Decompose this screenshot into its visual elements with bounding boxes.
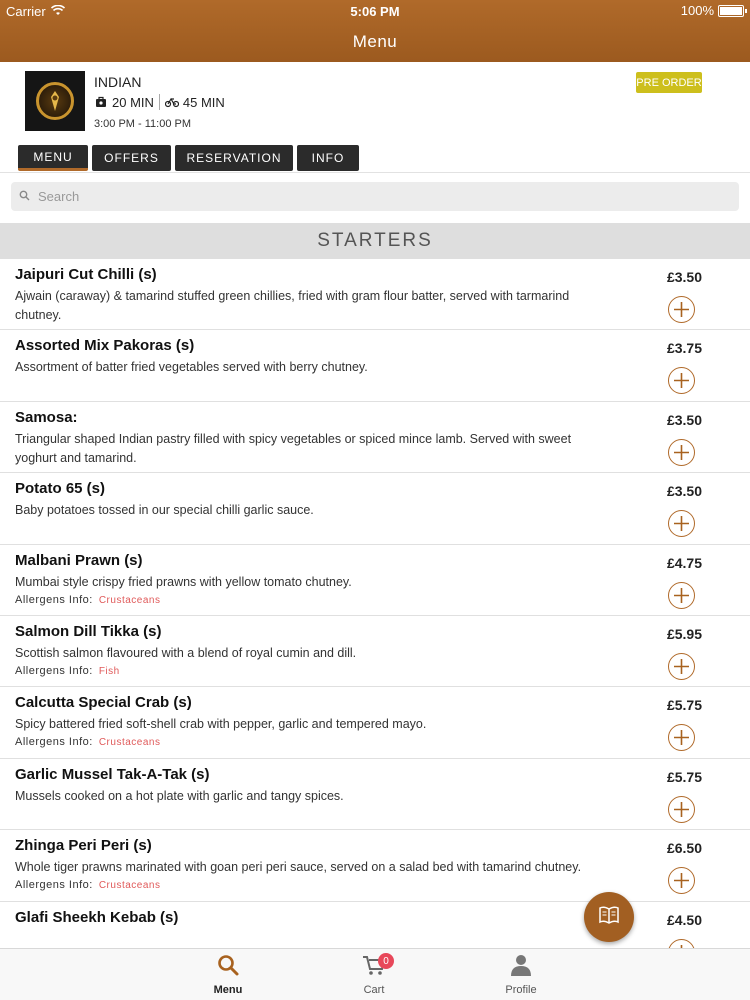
tab-info[interactable]: INFO [297,145,359,171]
add-to-cart-button[interactable] [668,582,695,609]
pre-order-button[interactable]: PRE ORDER [636,72,702,93]
delivery-times [94,94,225,110]
plus-icon [673,301,690,318]
menu-item-description: Scottish salmon flavoured with a blend of royal cumin and dill. [15,645,357,660]
menu-item-name: Samosa: [15,408,78,426]
allergen-tag: Crustaceans [98,737,161,749]
allergens-info [15,594,160,606]
menu-item-price: £6.50 [666,840,702,857]
menu-item-name: Potato 65 (s) [15,480,106,498]
menu-item-name: Garlic Mussel Tak-A-Tak (s) [15,765,210,783]
search-icon [19,188,30,206]
menu-item-description: Baby potatoes tossed in our special chilli garlic sauce. [15,503,314,518]
allergens-label: Allergens Info: [15,593,93,606]
menu-item-price: £4.75 [666,554,702,571]
plus-icon [673,444,690,461]
tabbar-cart-label: Cart [363,984,385,996]
book-icon [599,906,619,929]
delivery-time-value: 45 MIN [182,94,225,110]
menu-item-price: £5.95 [666,625,702,642]
allergens-info [15,665,120,677]
add-to-cart-button[interactable] [668,796,695,823]
menu-item-description: Assortment of batter fried vegetables served with berry chutney. [15,360,368,375]
page-title: Menu [352,32,398,51]
menu-item-price: £3.50 [666,269,702,285]
allergens-label: Allergens Info: [15,879,93,892]
carrier-label: Carrier [6,4,46,19]
collection-time [94,95,154,110]
menu-item-name: Jaipuri Cut Chilli (s) [15,266,157,283]
menu-item[interactable] [0,616,750,687]
tabbar-profile[interactable] [481,953,561,996]
menu-item-name: Assorted Mix Pakoras (s) [15,337,195,355]
delivery-time [165,95,225,110]
menu-item[interactable] [0,473,750,544]
add-to-cart-button[interactable] [668,367,695,394]
menu-item[interactable] [0,545,750,616]
add-to-cart-button[interactable] [668,724,695,751]
tabbar-menu-label: Menu [213,984,243,996]
status-bar [0,0,750,22]
plus-icon [673,729,690,746]
menu-item-name: Salmon Dill Tikka (s) [15,622,162,640]
search-icon [216,953,240,980]
restaurant-logo [25,71,85,131]
profile-icon [509,953,533,980]
menu-item-name: Zhinga Peri Peri (s) [15,837,152,855]
logo-emblem-icon [36,82,74,120]
menu-item-description: Whole tiger prawns marinated with goan peri peri sauce, served on a salad bed with tamarind chutney. [15,860,582,875]
allergens-info [15,736,160,748]
tabbar-cart[interactable] [334,953,414,996]
menu-item-name: Calcutta Special Crab (s) [15,694,192,712]
add-to-cart-button[interactable] [668,867,695,894]
plus-icon [673,872,690,889]
tabbar-profile-label: Profile [505,984,537,996]
battery-icon [718,5,744,17]
cart-count-badge: 0 [378,953,394,969]
menu-item-description: Spicy battered fried soft-shell crab with pepper, garlic and tempered mayo. [15,717,427,732]
menu-item-description: Triangular shaped Indian pastry filled with spicy vegetables or spiced mince lamb. Served with sweet yoghurt and tamarind. [15,431,572,465]
menu-item-name: Malbani Prawn (s) [15,551,143,569]
menu-item[interactable] [0,259,750,330]
allergens-info [15,879,160,891]
battery-info [681,3,744,18]
tabs-divider [0,172,750,173]
floating-menu-button[interactable] [584,892,634,942]
status-time: 5:06 PM [350,4,400,19]
menu-item[interactable] [0,759,750,830]
menu-item-price: £3.50 [666,483,702,500]
menu-item-price: £4.50 [666,911,702,928]
menu-item-description: Mumbai style crispy fried prawns with yellow tomato chutney. [15,574,352,589]
plus-icon [673,372,690,389]
allergen-tag: Crustaceans [98,594,161,606]
divider [159,94,160,110]
menu-item-price: £5.75 [666,768,702,785]
plus-icon [673,515,690,532]
menu-item[interactable] [0,330,750,401]
takeaway-bag-icon [94,95,108,109]
allergen-tag: Fish [98,665,120,677]
menu-item-description: Mussels cooked on a hot plate with garlic and tangy spices. [15,788,344,803]
battery-percent: 100% [680,3,714,18]
section-tabs [18,145,359,171]
tab-reservation[interactable]: RESERVATION [175,145,293,171]
plus-icon [673,801,690,818]
menu-item[interactable] [0,402,750,473]
add-to-cart-button[interactable] [668,653,695,680]
section-header: STARTERS [0,223,750,259]
menu-item-price: £5.75 [666,697,702,714]
tabbar-menu[interactable] [188,953,268,996]
opening-hours: 3:00 PM - 11:00 PM [94,118,192,130]
navigation-bar [0,0,750,62]
add-to-cart-button[interactable] [668,296,695,323]
menu-list [0,259,750,973]
search-input[interactable] [38,189,688,204]
plus-icon [673,587,690,604]
menu-item-price: £3.50 [666,411,702,428]
menu-item-price: £3.75 [666,340,702,357]
allergens-label: Allergens Info: [15,664,93,677]
allergen-tag: Crustaceans [98,880,161,892]
collection-time-value: 20 MIN [112,94,154,110]
bike-icon [165,95,179,109]
menu-item[interactable] [0,830,750,901]
tab-menu[interactable]: MENU [18,145,88,171]
add-to-cart-button[interactable] [668,439,695,466]
menu-item-description: Ajwain (caraway) & tamarind stuffed green chillies, fried with gram flour batter, served with tarmarind chutney. [15,289,570,322]
allergens-label: Allergens Info: [15,736,93,749]
bottom-tab-bar [0,948,750,1000]
restaurant-cuisine: INDIAN [94,74,142,90]
tab-offers[interactable]: OFFERS [92,145,171,171]
add-to-cart-button[interactable] [668,510,695,537]
menu-item-name: Glafi Sheekh Kebab (s) [15,908,179,926]
plus-icon [673,658,690,675]
menu-item[interactable] [0,687,750,758]
search-bar [11,182,739,211]
